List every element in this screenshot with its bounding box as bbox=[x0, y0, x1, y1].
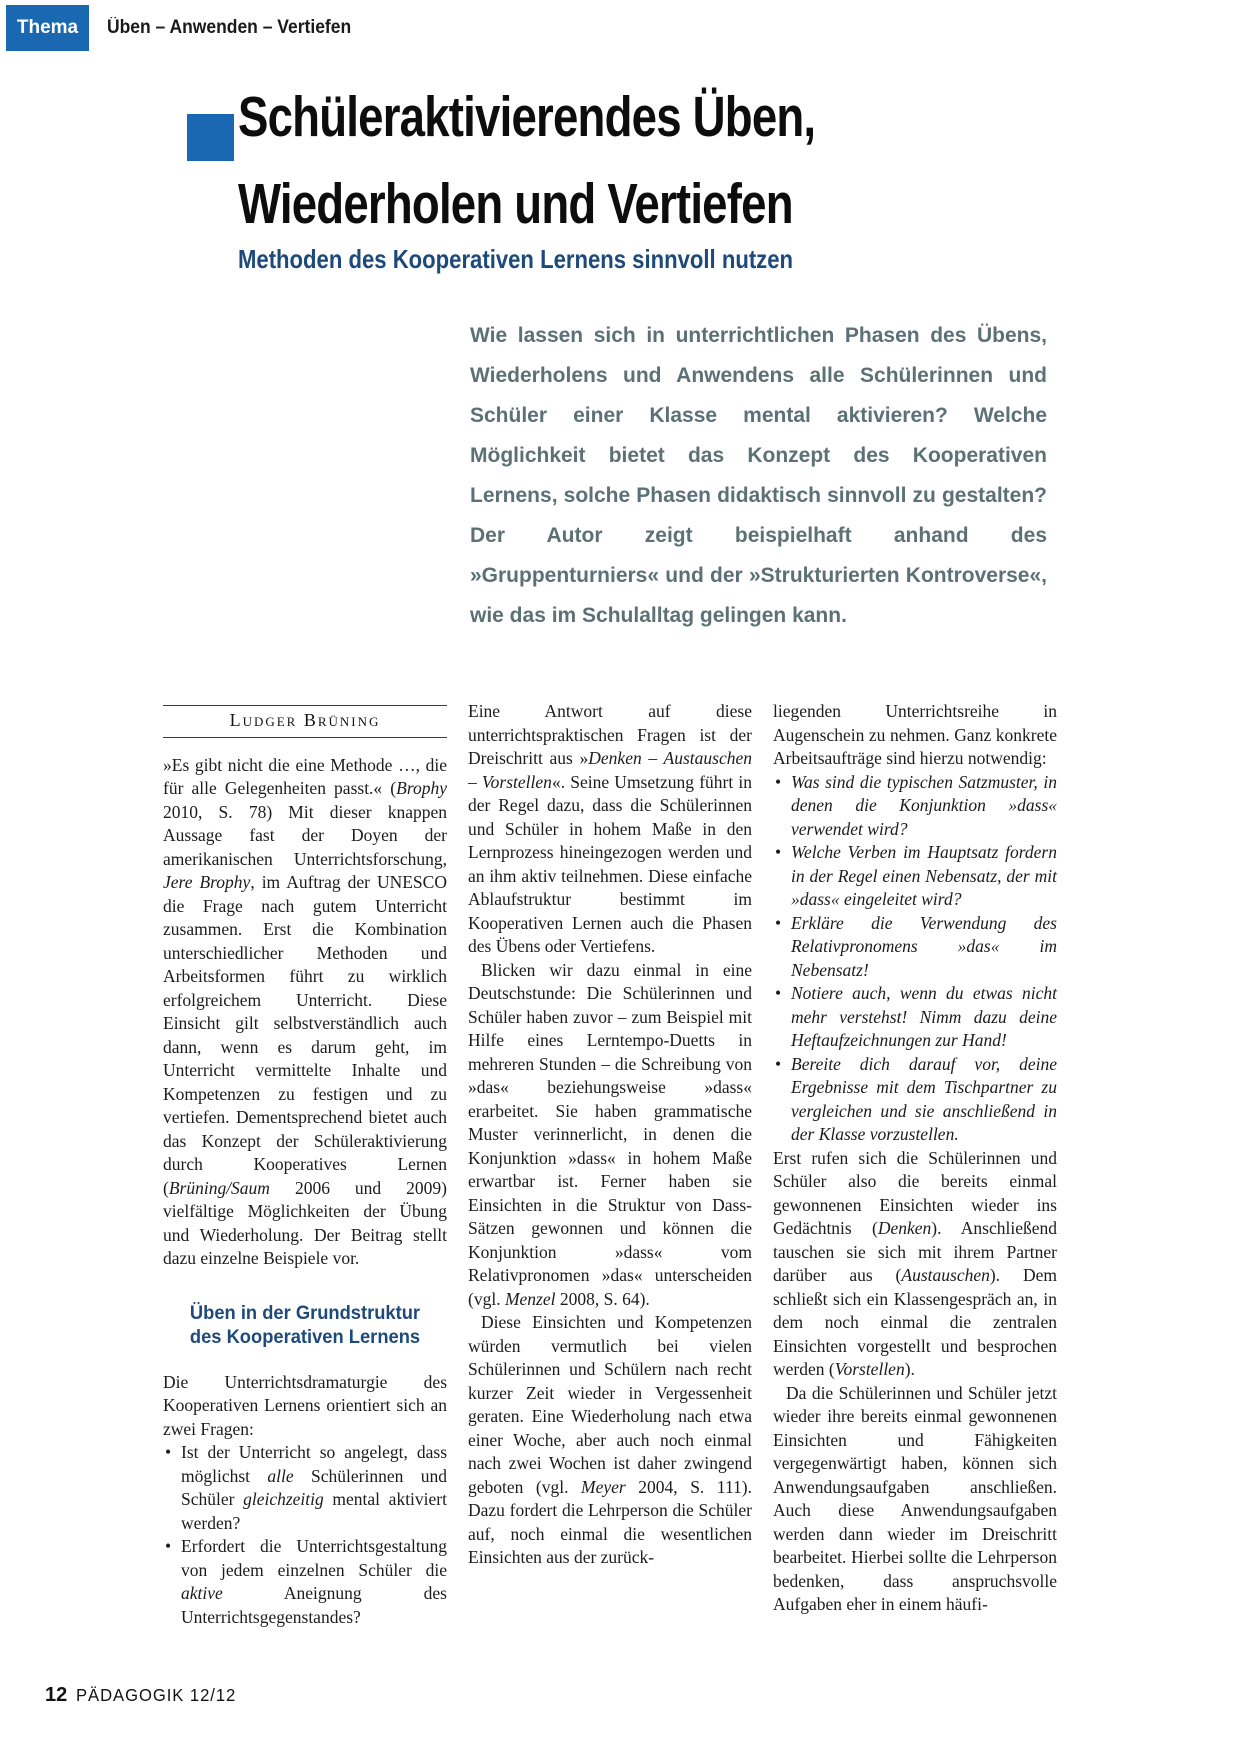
header-bar bbox=[6, 5, 372, 51]
author-byline: Ludger Brüning bbox=[163, 705, 447, 738]
bullet-item: • Notiere auch, wenn du etwas nicht mehr verstehst! Nimm dazu deine Heftaufzeichnungen zur Hand! bbox=[773, 982, 1057, 1053]
body-paragraph: Erst rufen sich die Schülerinnen und Schüler also die bereits einmal gewonnenen Einsichten wieder ins Gedächtnis (Denken). Anschließend tauschen sie sich mit ihrem Partner darüber aus (Austauschen). Dem schließt sich ein Klassengespräch an, in dem noch einmal die zentralen Einsichten vorgestellt und besprochen werden (Vorstellen). bbox=[773, 1147, 1057, 1379]
column-3 bbox=[773, 700, 1057, 1629]
bullet-item: • Erkläre die Verwendung des Relativpronomens »das« im Nebensatz! bbox=[773, 912, 1057, 983]
intro-paragraph: Wie lassen sich in unterrichtlichen Phasen des Übens, Wiederholens und Anwendens alle Schülerinnen und Schüler einer Klasse mental aktivieren? Welche Möglichkeit bietet das Konzept des Kooperativen Lernens, solche Phasen didaktisch sinnvoll zu gestalten? Der Autor zeigt beispielhaft anhand des »Gruppenturniers« und der »Strukturierten Kontroverse«, wie das im Schulalltag gelingen kann. bbox=[470, 324, 1047, 627]
article-title-line2: Wiederholen und Vertiefen bbox=[238, 172, 793, 236]
bullet-item: • Welche Verben im Hauptsatz fordern in der Regel einen Nebensatz, der mit »dass« eingeleitet wird? bbox=[773, 841, 1057, 912]
body-paragraph: Die Unterrichtsdramaturgie des Kooperativen Lernens orientiert sich an zwei Fragen: bbox=[163, 1371, 447, 1439]
article-body bbox=[163, 700, 1057, 1629]
body-paragraph: Blicken wir dazu einmal in eine Deutschstunde: Die Schülerinnen und Schüler haben zuvor – zum Beispiel mit Hilfe eines Lerntempo-Duetts in mehreren Stunden – die Schreibung von »das« beziehungsweise »dass« erarbeitet. Sie haben grammatische Muster verinnerlicht, in denen die Konjunktion »dass« in hohem Maße erwartbar ist. Ferner haben sie Einsichten in die Struktur von Dass-Sätzen gewonnen und können die Konjunktion »dass« vom Relativpronomen »das« unterscheiden (vgl. Menzel 2008, S. 64). bbox=[468, 959, 752, 1309]
magazine-name: PÄDAGOGIK 12/12 bbox=[76, 1685, 237, 1705]
bullet-item: • Ist der Unterricht so angelegt, dass möglichst alle Schülerinnen und Schüler gleichzeitig mental aktiviert werden? bbox=[163, 1441, 447, 1535]
bullet-list bbox=[163, 1441, 447, 1629]
section-heading: Üben in der Grundstruktur des Kooperativen Lernens bbox=[189, 1301, 421, 1348]
title-square-icon bbox=[187, 114, 234, 161]
kicker-label: Thema bbox=[16, 17, 79, 38]
section-title: Üben – Anwenden – Vertiefen bbox=[107, 17, 352, 38]
kicker-tab bbox=[6, 5, 89, 51]
article-title bbox=[238, 74, 815, 248]
article-title-line1: Schüleraktivierendes Üben, bbox=[238, 85, 816, 149]
article-subtitle: Methoden des Kooperativen Lernens sinnvoll nutzen bbox=[238, 244, 794, 274]
body-paragraph: Eine Antwort auf diese unterrichtspraktischen Fragen ist der Dreischritt aus »Denken – Austauschen – Vorstellen«. Seine Umsetzung führt in der Regel dazu, dass die Schülerinnen und Schüler in hohem Maße in den Lernprozess hineingezogen werden und an ihm aktiv teilnehmen. Diese einfache Ablaufstruktur bestimmt im Kooperativen Lernen auch die Phasen des Übens oder Vertiefens. bbox=[468, 701, 753, 956]
column-1 bbox=[163, 700, 447, 1629]
body-paragraph: Diese Einsichten und Kompetenzen würden vermutlich bei vielen Schülerinnen und Schülern nach recht kurzer Zeit wieder in Vergessenheit geraten. Eine Wiederholung nach etwa einer Woche, aber auch noch einmal nach zwei Wochen ist daher zwingend geboten (vgl. Meyer 2004, S. 111). Dazu fordert die Lehrperson die Schüler auf, noch einmal die wesentlichen Einsichten aus der zurück- bbox=[468, 1312, 752, 1567]
bullet-item: • Bereite dich darauf vor, deine Ergebnisse mit dem Tischpartner zu vergleichen und sie anschließend in der Klasse vorzustellen. bbox=[773, 1053, 1057, 1147]
body-paragraph: Da die Schülerinnen und Schüler jetzt wieder ihre bereits einmal gewonnenen Einsichten und Fähigkeiten vergegenwärtigt haben, können sich Anwendungsaufgaben anschließen. Auch diese Anwendungsaufgaben werden dann wieder im Dreischritt bearbeitet. Hierbei sollte die Lehrperson bedenken, dass anspruchsvolle Aufgaben eher in einem häufi- bbox=[773, 1382, 1057, 1614]
column-2 bbox=[468, 700, 752, 1629]
bullet-item: • Was sind die typischen Satzmuster, in denen die Konjunktion »dass« verwendet wird? bbox=[773, 771, 1057, 842]
page-footer bbox=[45, 1684, 245, 1707]
page-number: 12 bbox=[45, 1684, 68, 1706]
body-paragraph: »Es gibt nicht die eine Methode …, die für alle Gelegenheiten passt.« (Brophy 2010, S. 78) Mit dieser knappen Aussage fast der Doyen der amerikanischen Unterrichtsforschung, Jere Brophy, im Auftrag der UNESCO die Frage nach gutem Unterricht zusammen. Erst die Kombination unterschiedlicher Methoden und Arbeitsformen führt zu wirklich erfolgreichem Unterricht. Diese Einsicht gilt selbstverständlich auch dann, wenn es darum geht, im Unterricht vermittelte Inhalte und Kompetenzen zu festigen und zu vertiefen. Dementsprechend bietet auch das Konzept der Schüleraktivierung durch Kooperatives Lernen (Brüning/Saum 2006 und 2009) vielfältige Möglichkeiten der Übung und Wiederholung. Der Beitrag stellt dazu einzelne Beispiele vor. bbox=[163, 754, 447, 1268]
bullet-item: • Erfordert die Unterrichtsgestaltung von jedem einzelnen Schüler die aktive Aneignung des Unterrichtsgegenstandes? bbox=[163, 1535, 447, 1629]
bullet-list bbox=[773, 771, 1057, 1147]
body-paragraph: liegenden Unterrichtsreihe in Augenschein zu nehmen. Ganz konkrete Arbeitsaufträge sind hierzu notwendig: bbox=[773, 701, 1057, 768]
